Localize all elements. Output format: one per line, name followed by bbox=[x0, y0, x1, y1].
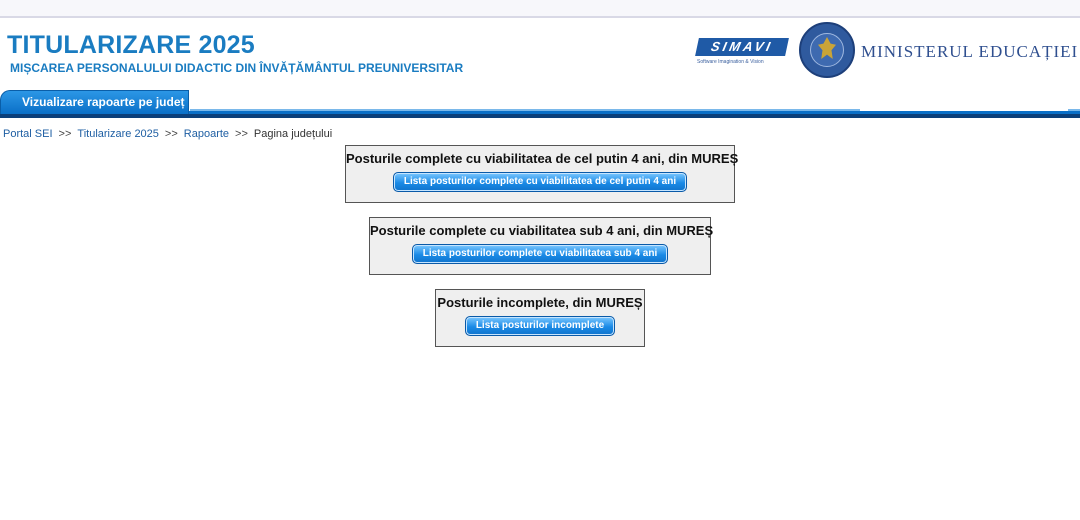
tab-bar-underline bbox=[0, 114, 1080, 118]
simavi-logo bbox=[697, 38, 789, 68]
tab-bar-highlight bbox=[190, 109, 860, 111]
breadcrumb bbox=[3, 128, 332, 140]
report-box-title: Posturile complete cu viabilitatea sub 4 ani, din MUREȘ bbox=[370, 223, 714, 238]
tab-vizualizare-rapoarte[interactable]: Vizualizare rapoarte pe județ bbox=[0, 90, 189, 114]
report-box-viabilitate-sub-4-ani bbox=[369, 217, 714, 275]
report-box-viabilitate-4-ani bbox=[345, 145, 739, 203]
tab-bar-highlight-end bbox=[1068, 109, 1080, 111]
simavi-tagline: Software Imagination & Vision bbox=[697, 59, 764, 65]
lista-posturi-viabilitate-sub-4-ani-button[interactable]: Lista posturilor complete cu viabilitatea sub 4 ani bbox=[412, 244, 669, 264]
lista-posturi-viabilitate-4-ani-button[interactable]: Lista posturilor complete cu viabilitatea de cel putin 4 ani bbox=[393, 172, 687, 192]
lista-posturi-incomplete-button[interactable]: Lista posturilor incomplete bbox=[465, 316, 615, 336]
breadcrumb-separator: >> bbox=[164, 128, 178, 140]
page-title: TITULARIZARE 2025 bbox=[7, 31, 255, 59]
page-subtitle: MIȘCAREA PERSONALULUI DIDACTIC DIN ÎNVĂȚĂMÂNTUL PREUNIVERSITAR bbox=[10, 61, 464, 75]
browser-top-strip bbox=[0, 0, 1080, 18]
report-box-title: Posturile incomplete, din MUREȘ bbox=[437, 295, 643, 310]
romanian-government-seal-icon bbox=[799, 22, 855, 78]
breadcrumb-titularizare[interactable]: Titularizare 2025 bbox=[77, 128, 159, 140]
report-box-posturi-incomplete bbox=[435, 289, 645, 347]
simavi-logo-text: SIMAVI bbox=[695, 38, 789, 56]
tab-bar bbox=[0, 90, 1080, 120]
page-header bbox=[0, 18, 1080, 90]
breadcrumb-rapoarte[interactable]: Rapoarte bbox=[183, 128, 230, 140]
breadcrumb-separator: >> bbox=[235, 128, 248, 140]
breadcrumb-separator: >> bbox=[58, 128, 72, 140]
breadcrumb-current-page: Pagina județului bbox=[253, 128, 333, 140]
report-box-title: Posturile complete cu viabilitatea de cel putin 4 ani, din MUREȘ bbox=[346, 151, 739, 166]
ministry-name: MINISTERUL EDUCAȚIEI bbox=[861, 42, 1079, 61]
breadcrumb-portal-sei[interactable]: Portal SEI bbox=[3, 128, 53, 140]
